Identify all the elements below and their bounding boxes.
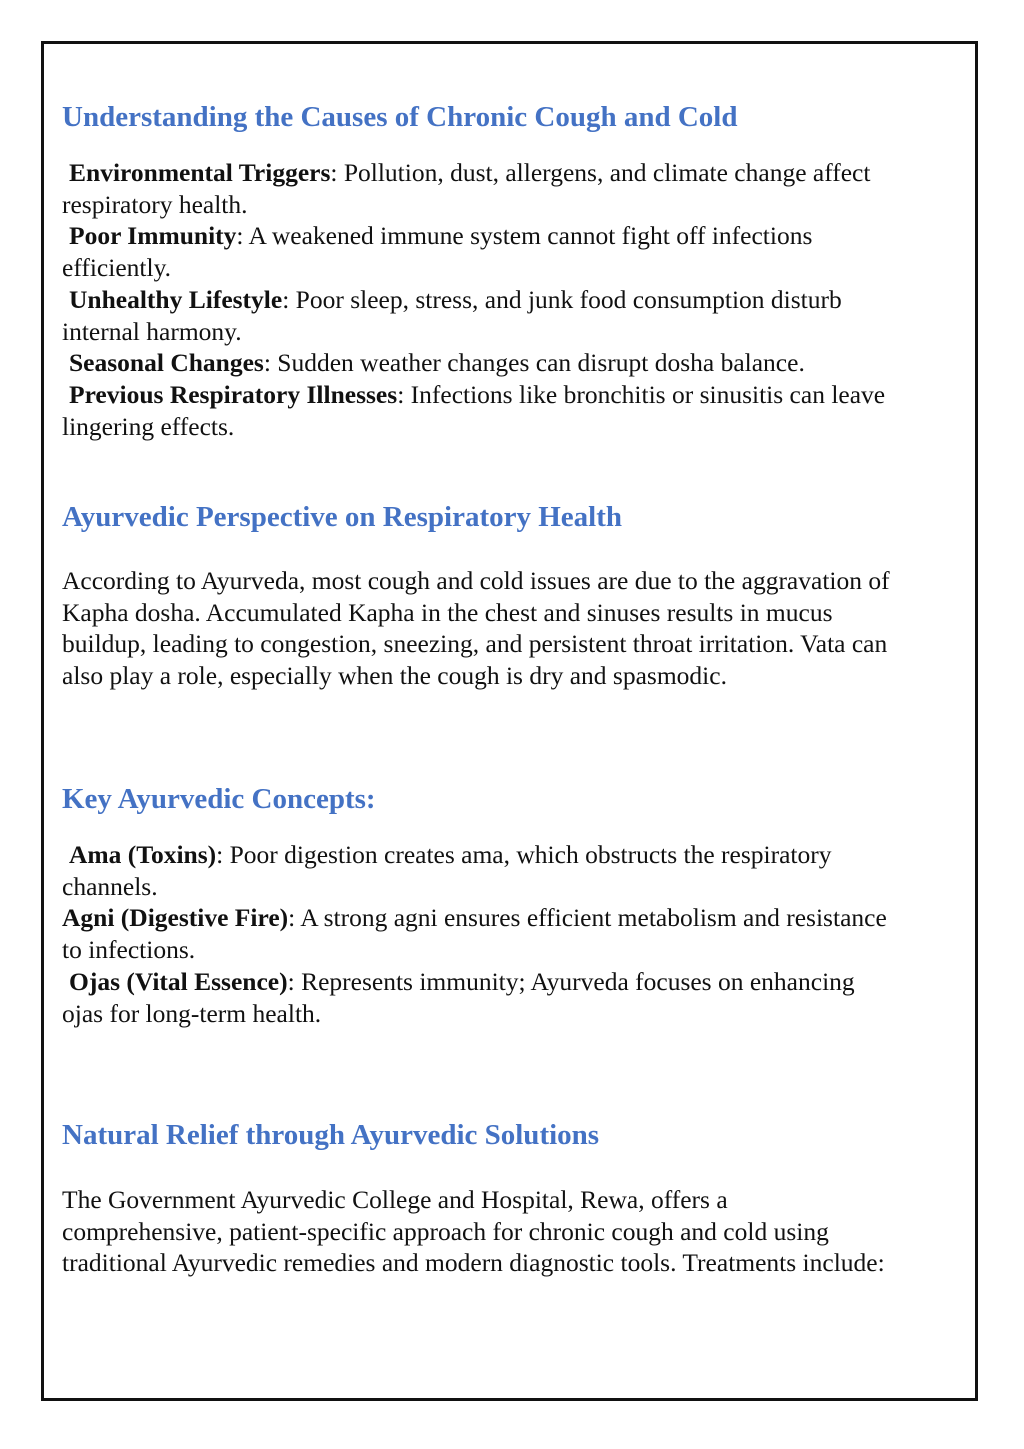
cause-term: Seasonal Changes [69,348,264,378]
cause-term: Poor Immunity [69,221,237,251]
concept-term: Ama (Toxins) [69,840,217,869]
paragraph-line: Kapha dosha. Accumulated Kapha in the chest and sinuses results in mucus [62,597,833,627]
concept-desc: : Represents immunity; Ayurveda focuses on enhancing [287,966,855,996]
cause-item-immunity-cont: efficiently. [62,253,172,283]
cause-term: Unhealthy Lifestyle [69,284,283,314]
cause-desc: : Poor sleep, stress, and junk food consumption disturb [282,284,842,314]
cause-item-seasonal [62,347,967,379]
concept-item-agni [62,902,967,934]
paragraph-line: According to Ayurveda, most cough and cold issues are due to the aggravation of [62,566,890,595]
cause-term: Environmental Triggers [69,158,331,187]
paragraph-line: buildup, leading to congestion, sneezing, and persistent throat irritation. Vata can [62,629,888,659]
concept-desc: : A strong agni ensures efficient metabolism and resistance [288,903,887,933]
relief-heading: Natural Relief through Ayurvedic Solutions [62,1119,600,1151]
paragraph-line: The Government Ayurvedic College and Hospital, Rewa, offers a [62,1185,728,1214]
concept-item-ama-cont: channels. [62,871,158,901]
cause-item-immunity [62,220,967,252]
cause-item-respiratory [62,379,967,411]
cause-item-environmental-cont: respiratory health. [62,189,248,219]
relief-paragraph [62,1184,967,1279]
concept-item-ama [62,839,967,871]
perspective-paragraph [62,565,967,692]
concept-item-agni-cont: to infections. [62,935,196,965]
cause-desc: : Pollution, dust, allergens, and climate change affect [330,158,871,187]
perspective-heading: Ayurvedic Perspective on Respiratory Health [62,501,623,533]
cause-item-lifestyle [62,284,967,316]
cause-item-lifestyle-cont: internal harmony. [62,316,242,346]
concept-item-ojas-cont: ojas for long-term health. [62,998,322,1028]
concept-term: Ojas (Vital Essence) [69,966,288,996]
paragraph-line: comprehensive, patient-specific approach for chronic cough and cold using [62,1216,829,1246]
concept-term: Agni (Digestive Fire) [62,903,289,933]
causes-list [62,157,967,442]
cause-term: Previous Respiratory Illnesses [69,379,398,409]
causes-heading: Understanding the Causes of Chronic Cough and Cold [62,101,738,133]
paragraph-line: also play a role, especially when the cough is dry and spasmodic. [62,661,727,691]
concept-desc: : Poor digestion creates ama, which obstructs the respiratory [216,840,832,869]
cause-item-environmental [62,157,967,189]
cause-desc: : Infections like bronchitis or sinusitis can leave [397,379,886,409]
cause-desc: : A weakened immune system cannot fight off infections [236,221,813,251]
concept-item-ojas [62,966,967,998]
concepts-heading: Key Ayurvedic Concepts: [62,783,376,815]
cause-item-respiratory-cont: lingering effects. [62,411,235,441]
paragraph-line: traditional Ayurvedic remedies and modern diagnostic tools. Treatments include: [62,1248,885,1278]
cause-desc: : Sudden weather changes can disrupt dosha balance. [263,348,805,378]
concepts-list [62,839,967,1029]
